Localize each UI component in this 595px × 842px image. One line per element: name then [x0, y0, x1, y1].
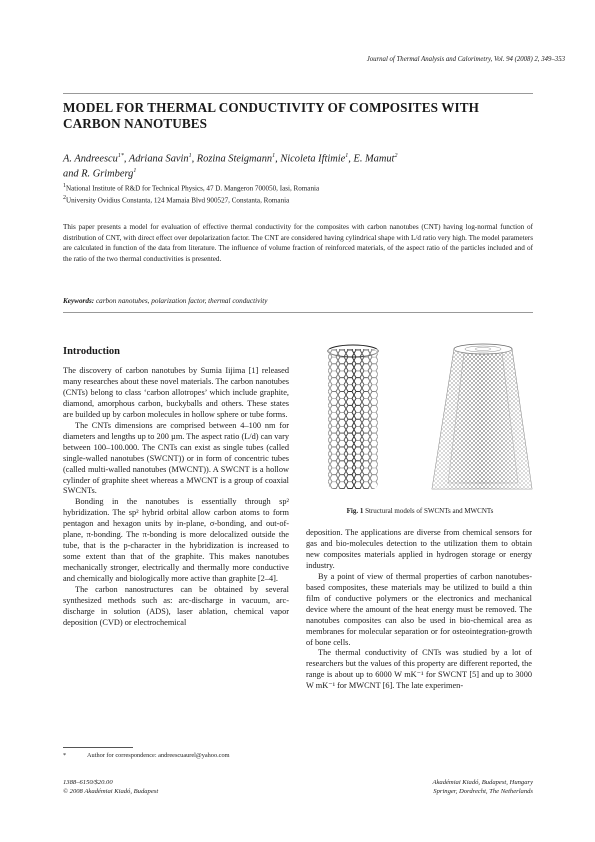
section-heading: Introduction	[63, 346, 120, 357]
figure-caption	[306, 507, 534, 515]
left-column	[63, 366, 289, 629]
figure-caption-text: Structural models of SWCNTs and MWCNTs	[365, 507, 494, 515]
footnote-text: Author for correspondence: andreescuaurel@yahoo.com	[87, 752, 230, 759]
swcnt-model	[328, 345, 378, 489]
paragraph: The carbon nanostructures can be obtained by several synthesized methods such as: arc-discharge in vacuum, arc-discharge in solution (ADS), laser ablation, chemical vapor deposition (CVD) or electrochemical	[63, 585, 289, 627]
footer-publisher-2: Springer, Dordrecht, The Netherlands	[433, 788, 533, 796]
footer-right	[432, 778, 533, 797]
author-list: A. Andreescu$^{1*}$, Adriana Savin$^1$, Rozina Steigmann$^1$, Nicoleta Iftimie$^1$, E. Mamut$^2$ and R. Grimberg$^1$	[63, 153, 398, 180]
mwcnt-model	[432, 344, 532, 489]
figure-nanotubes	[306, 343, 534, 493]
author-name: R. Grimberg	[81, 168, 134, 180]
figure-label: Fig. 1	[346, 507, 364, 515]
author-sup: 1	[272, 153, 276, 159]
affiliation-item	[63, 182, 533, 194]
author-sup: 1	[345, 153, 349, 159]
header-rule	[63, 93, 533, 94]
paragraph: Bonding in the nanotubes is essentially through sp² hybridization. The sp² hybrid orbital allow carbon atoms to form pentagon and hexagon units by in-plane, σ-bonding, and out-of-plane, π-bonding. The π-bonding is more delocalized outside the tube, that is the p-character in the hybridization is increased to some extent than that of the graphite. This makes nanotubes mechanically stronger, electrically and thermally more conductive and chemically and biologically more active than graphite [2–4].	[63, 497, 289, 584]
footer-copyright: © 2008 Akadémiai Kiadó, Budapest	[63, 788, 159, 796]
affiliation-item	[63, 194, 533, 206]
footer-issn: 1388–6150/$20.00	[63, 779, 113, 786]
right-column	[306, 528, 532, 692]
paragraph: The CNTs dimensions are comprised between 4–100 nm for diameters and lengths up to 200 µm. The aspect ratio (L/d) can vary between 100–100.000. The CNTs can exist as single tubes (called single-walled nanotubes (SWCNT)) or in form of concentric tubes (called multi-walled nanotubes (MWCNT)). A SWCNT is a hollow cylinder of graphite sheet whereas a MWCNT is a group of coaxial SWCNTs.	[63, 420, 289, 496]
keywords-label: Keywords:	[63, 297, 95, 305]
footer-left	[63, 778, 158, 797]
affiliation-text: National Institute of R&D for Technical Physics, 47 D. Mangeron 700050, Iasi, Romania	[66, 184, 320, 193]
affiliation-sup: 2	[63, 194, 66, 201]
paragraph: deposition. The applications are diverse from chemical sensors for gas and bio-molecules detection to the utilization them to obtain new composites materials applied in hydrogen storage or energy industry.	[306, 528, 532, 570]
author-and: and	[63, 168, 79, 180]
paper-title: MODEL FOR THERMAL CONDUCTIVITY OF COMPOSITES WITH CARBON NANOTUBES	[63, 100, 479, 131]
paragraph: The discovery of carbon nanotubes by Sumia Iijima [1] released many researches about these novel materials. The carbon nanotubes (CNTs) belong to class ‘carbon allotropes’ which include graphite, diamond, amorphous carbon, buckyballs and others. These states are builded up by carbon molecules in hollow sphere or tube forms.	[63, 366, 289, 419]
footnote-rule	[63, 747, 133, 748]
paragraph: By a point of view of thermal properties of carbon nanotubes-based composites, these materials may be utilized to build a thin film of conductive polymers or the electronics and mechanical device where the amount of the heat energy must be removed. The nanotubes composites can also be used in bio-chemical area as membranes for molecular separation or for osteointegration-growth of bone cells.	[306, 571, 532, 647]
author-name: E. Mamut	[353, 153, 395, 165]
journal-header: Journal of Thermal Analysis and Calorimetry, Vol. 94 (2008) 2, 349–353	[366, 56, 565, 63]
keywords-rule	[63, 312, 533, 313]
author-name: Rozina Steigmann	[196, 153, 273, 165]
nanotube-illustration	[306, 343, 534, 493]
abstract: This paper presents a model for evaluation of effective thermal conductivity for the composites with carbon nanotubes (CNT) having log-normal function of distribution of CNT, with direct effect over depolarization factor. The CNT are considered having cylindrical shape with L/d ratio very high. The model parameters are calculated in function of the data from literature. The influence of volume fraction of reinforced materials, of the aspect ratio of the particles included and of the ratio of the two thermal conductivities is presented.	[63, 223, 533, 263]
author-sup: 1	[188, 153, 192, 159]
keywords-text: carbon nanotubes, polarization factor, thermal conductivity	[95, 297, 268, 305]
footer-publisher-1: Akadémiai Kiadó, Budapest, Hungary	[432, 779, 533, 786]
author-sup: 1	[133, 168, 137, 175]
footnote-mark: *	[63, 752, 67, 759]
author-name: Adriana Savin	[128, 153, 189, 165]
author-sup: 1*	[117, 153, 124, 159]
keywords	[63, 297, 533, 305]
footnote	[63, 752, 230, 759]
paragraph: The thermal conductivity of CNTs was studied by a lot of researchers but the values of this property are different reported, the range is about up to 6000 W mK⁻¹ for SWCNT [5] and up to 3000 W mK⁻¹ for MWCNT [6]. The late experimen-	[306, 648, 532, 691]
author-name: Nicoleta Iftimie	[280, 153, 346, 165]
author-sup: 2	[394, 153, 398, 159]
affiliations	[63, 182, 533, 206]
affiliation-sup: 1	[63, 183, 66, 189]
author-name: A. Andreescu	[63, 153, 118, 165]
affiliation-text: University Ovidius Constanta, 124 Mamaia Blvd 900527, Constanta, Romania	[66, 196, 290, 205]
